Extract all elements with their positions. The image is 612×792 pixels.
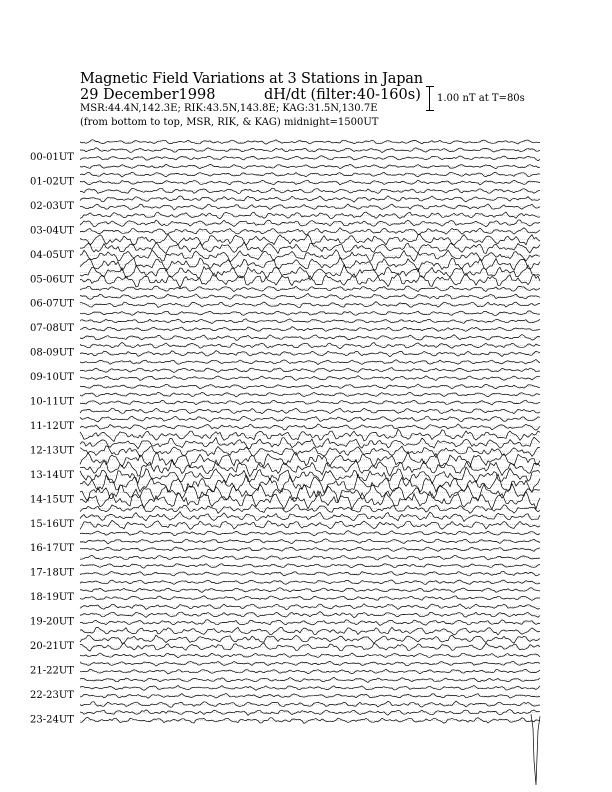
trace-kag xyxy=(80,474,540,493)
trace-rik xyxy=(80,564,540,569)
trace-msr xyxy=(80,273,540,287)
trace-kag xyxy=(80,335,540,341)
trace-tail-excursion xyxy=(531,714,540,785)
row-label: 03-04UT xyxy=(30,225,74,237)
row-label: 20-21UT xyxy=(30,641,74,652)
trace-kag xyxy=(80,452,540,468)
row-label: 17-18UT xyxy=(30,567,74,579)
row-label: 09-10UT xyxy=(30,372,74,384)
trace-rik xyxy=(80,437,540,449)
row-label: 16-17UT xyxy=(30,543,74,555)
row-label: 05-06UT xyxy=(30,274,74,286)
trace-kag xyxy=(80,701,540,707)
row-label: 06-07UT xyxy=(30,298,74,310)
date-text: 29 December1998 xyxy=(80,87,216,103)
trace-rik xyxy=(80,635,540,644)
filter-text: dH/dt (filter:40-160s) xyxy=(264,87,421,103)
row-label: 23-24UT xyxy=(30,714,74,726)
row-label: 04-05UT xyxy=(30,249,74,261)
row-label: 19-20UT xyxy=(30,616,74,628)
row-label: 11-12UT xyxy=(30,420,74,432)
row-label: 13-14UT xyxy=(30,469,74,481)
station-coordinates: MSR:44.4N,142.3E; RIK:43.5N,143.8E; KAG:31.5N,130.7E xyxy=(80,103,378,114)
trace-msr xyxy=(80,446,540,458)
trace-rik xyxy=(80,661,540,666)
chart-title: Magnetic Field Variations at 3 Stations in Japan xyxy=(80,71,423,87)
station-order-note: (from bottom to top, MSR, RIK, & KAG) midnight=1500UT xyxy=(80,117,379,128)
row-label: 21-22UT xyxy=(30,665,74,677)
row-label: 18-19UT xyxy=(30,592,74,604)
trace-rik xyxy=(80,294,540,300)
row-label: 01-02UT xyxy=(30,176,74,188)
row-label: 22-23UT xyxy=(30,689,74,701)
trace-msr xyxy=(80,156,540,161)
row-label: 02-03UT xyxy=(30,200,74,212)
row-label: 12-13UT xyxy=(30,445,74,457)
row-label: 08-09UT xyxy=(30,347,74,359)
row-label: 00-01UT xyxy=(30,152,74,163)
row-label: 10-11UT xyxy=(30,396,74,408)
row-label: 14-15UT xyxy=(30,494,74,506)
scale-label: 1.00 nT at T=80s xyxy=(437,93,525,104)
row-label: 07-08UT xyxy=(30,323,74,335)
row-label: 15-16UT xyxy=(30,518,74,530)
trace-msr xyxy=(80,467,540,484)
